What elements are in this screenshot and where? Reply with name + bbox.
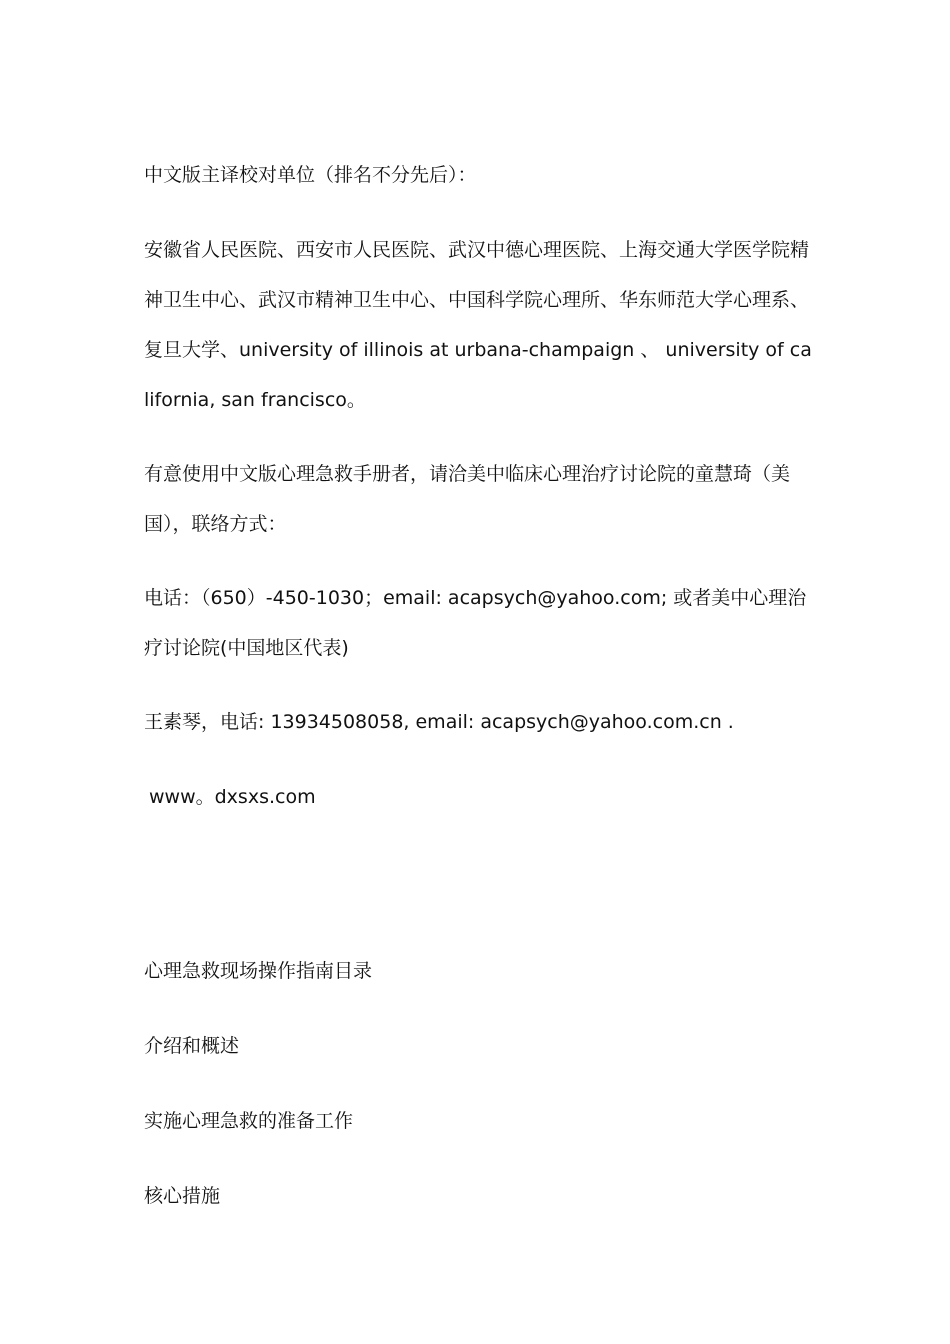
contact-phone-paragraph: 电话：（650）-450-1030；email: acapsych@yahoo.com; 或者美中心理治疗讨论院(中国地区代表) — [144, 587, 807, 659]
contact-wang-paragraph: 王素琴，电话: 13934508058, email: acapsych@yahoo.com.cn . — [144, 711, 734, 733]
toc-item: 核心措施 — [144, 1185, 221, 1207]
toc-item: 介绍和概述 — [144, 1035, 240, 1057]
toc-item: 实施心理急救的准备工作 — [144, 1110, 354, 1132]
toc-title: 心理急救现场操作指南目录 — [144, 960, 373, 982]
usage-note-paragraph: 有意使用中文版心理急救手册者，请洽美中临床心理治疗讨论院的童慧琦（美国），联络方式： — [144, 463, 791, 535]
units-heading: 中文版主译校对单位（排名不分先后）： — [144, 164, 477, 186]
website-text: www。dxsxs.com — [149, 786, 316, 808]
units-paragraph: 安徽省人民医院、西安市人民医院、武汉中德心理医院、上海交通大学医学院精神卫生中心、武汉市精神卫生中心、中国科学院心理所、华东师范大学心理系、复旦大学、university of illinois at urbana-champaign 、 university of california, san francisco。 — [144, 239, 812, 411]
